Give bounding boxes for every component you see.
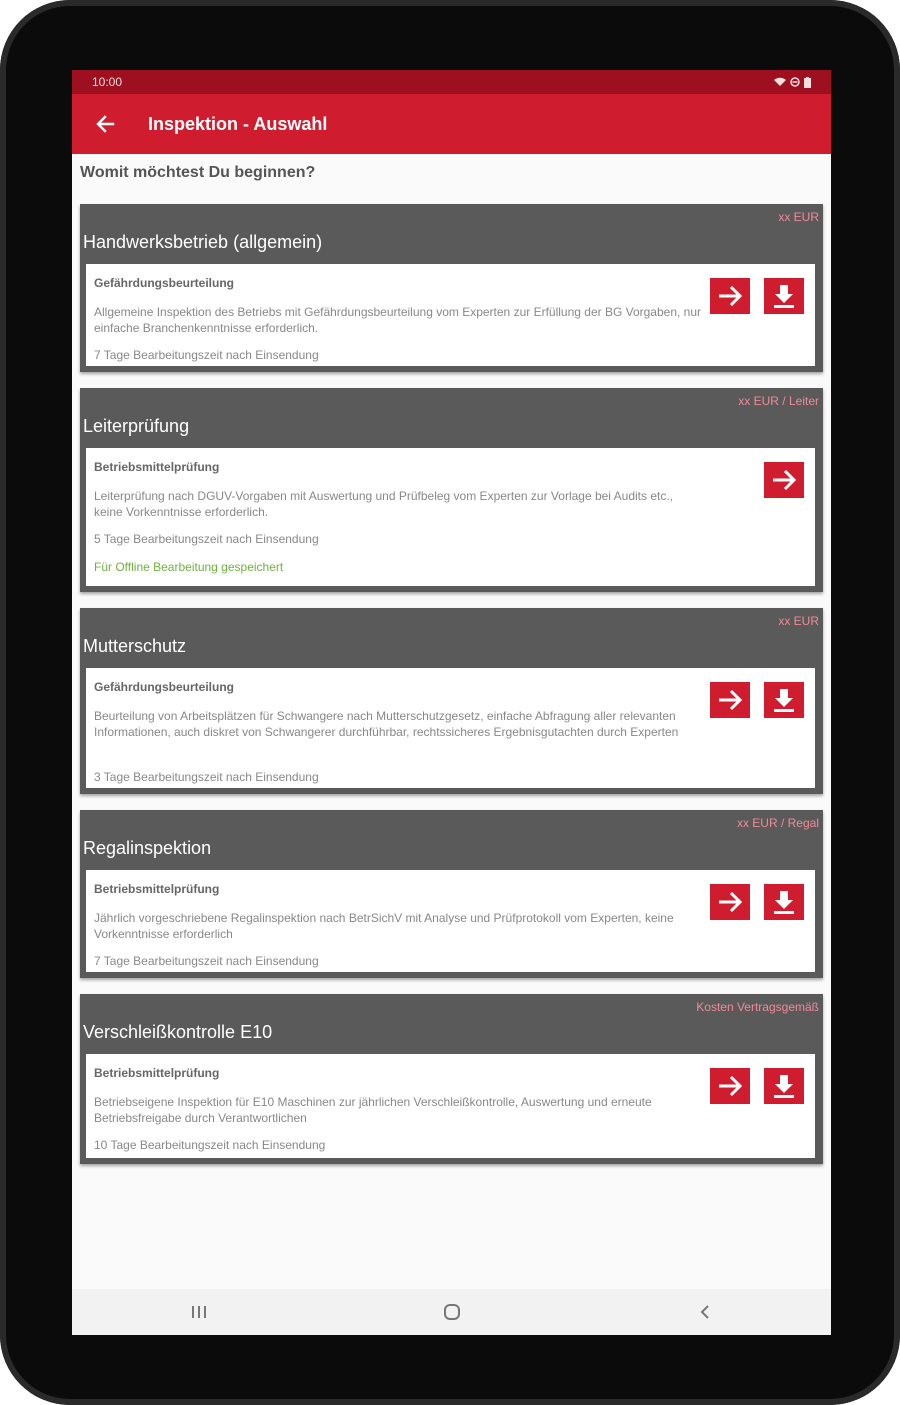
recents-icon [190, 1304, 208, 1320]
description: Beurteilung von Arbeitsplätzen für Schwangere nach Mutterschutzgesetz, einfache Abfragung aller relevanten Informationen, auch diskret von Schwangerer durchführbar, rechtssicheres Ergebnisgutachten durch Experten [94, 709, 679, 739]
card-title: Mutterschutz [83, 636, 187, 656]
card-title: Regalinspektion [83, 838, 212, 858]
duration-label: 3 Tage Bearbeitungszeit nach Einsendung [94, 770, 319, 784]
price-label: xx EUR / Leiter [738, 394, 819, 408]
download-button[interactable] [764, 1068, 804, 1104]
recents-button[interactable] [159, 1289, 239, 1335]
home-button[interactable] [412, 1289, 492, 1335]
chevron-left-icon [698, 1303, 712, 1321]
category-label: Betriebsmittelprüfung [94, 882, 220, 896]
duration-label: 5 Tage Bearbeitungszeit nach Einsendung [94, 532, 319, 546]
arrow-right-icon [770, 467, 798, 493]
card-title: Leiterprüfung [83, 416, 190, 436]
dnd-icon [790, 77, 800, 87]
description: Allgemeine Inspektion des Betriebs mit Gefährdungsbeurteilung vom Experten zur Erfüllung der BG Vorgaben, nur einfache Branchenkenntnisse erforderlich. [94, 305, 702, 335]
card-regalinspektion [80, 810, 823, 978]
card-body [86, 668, 815, 788]
arrow-left-icon [95, 114, 115, 134]
home-icon [443, 1303, 461, 1321]
card-title: Handwerksbetrieb (allgemein) [83, 232, 323, 252]
download-icon [771, 889, 797, 915]
download-icon [771, 283, 797, 309]
card-body [86, 264, 815, 366]
arrow-right-icon [716, 283, 744, 309]
prompt-text: Womit möchtest Du beginnen? [80, 164, 316, 181]
download-button[interactable] [764, 682, 804, 718]
description: Betriebseigene Inspektion für E10 Maschinen zur jährlichen Verschleißkontrolle, Auswertung und erneute Betriebsfreigabe durch Verantwortlichen [94, 1095, 652, 1125]
card-body [86, 1054, 815, 1158]
description: Jährlich vorgeschriebene Regalinspektion nach BetrSichV mit Analyse und Prüfprotokoll vom Experten, keine Vorkenntnisse erforderlich [94, 911, 674, 941]
start-button[interactable] [710, 682, 750, 718]
download-icon [771, 1073, 797, 1099]
download-button[interactable] [764, 884, 804, 920]
arrow-right-icon [716, 889, 744, 915]
start-button[interactable] [710, 884, 750, 920]
status-time: 10:00 [92, 75, 123, 89]
card-title: Verschleißkontrolle E10 [83, 1022, 273, 1042]
nav-back-button[interactable] [665, 1289, 745, 1335]
card-body [86, 448, 815, 586]
arrow-right-icon [716, 1073, 744, 1099]
card-leiterpruefung [80, 388, 823, 592]
price-label: Kosten Vertragsgemäß [696, 1000, 819, 1014]
card-handwerksbetrieb [80, 204, 823, 372]
download-button[interactable] [764, 278, 804, 314]
wifi-icon [774, 77, 786, 87]
category-label: Gefährdungsbeurteilung [94, 276, 235, 290]
system-icons [774, 77, 811, 88]
battery-icon [804, 77, 811, 88]
offline-status: Für Offline Bearbeitung gespeichert [94, 560, 284, 574]
category-label: Betriebsmittelprüfung [94, 460, 220, 474]
start-button[interactable] [764, 462, 804, 498]
status-bar [72, 70, 831, 94]
card-mutterschutz [80, 608, 823, 794]
category-label: Gefährdungsbeurteilung [94, 680, 235, 694]
price-label: xx EUR [778, 614, 819, 628]
start-button[interactable] [710, 1068, 750, 1104]
system-nav-bar [72, 1289, 831, 1335]
price-label: xx EUR [778, 210, 819, 224]
page-title: Inspektion - Auswahl [148, 113, 328, 134]
category-label: Betriebsmittelprüfung [94, 1066, 220, 1080]
screen [72, 70, 831, 1335]
back-button[interactable] [78, 94, 132, 154]
duration-label: 7 Tage Bearbeitungszeit nach Einsendung [94, 348, 319, 362]
card-verschleisskontrolle [80, 994, 823, 1164]
arrow-right-icon [716, 687, 744, 713]
price-label: xx EUR / Regal [736, 816, 819, 830]
card-body [86, 870, 815, 972]
start-button[interactable] [710, 278, 750, 314]
duration-label: 7 Tage Bearbeitungszeit nach Einsendung [94, 954, 319, 968]
download-icon [771, 687, 797, 713]
duration-label: 10 Tage Bearbeitungszeit nach Einsendung [94, 1138, 326, 1152]
app-bar [72, 94, 831, 154]
description: Leiterprüfung nach DGUV-Vorgaben mit Auswertung und Prüfbeleg vom Experten zur Vorlage bei Audits etc., keine Vorkenntnisse erforderlich. [94, 489, 674, 519]
